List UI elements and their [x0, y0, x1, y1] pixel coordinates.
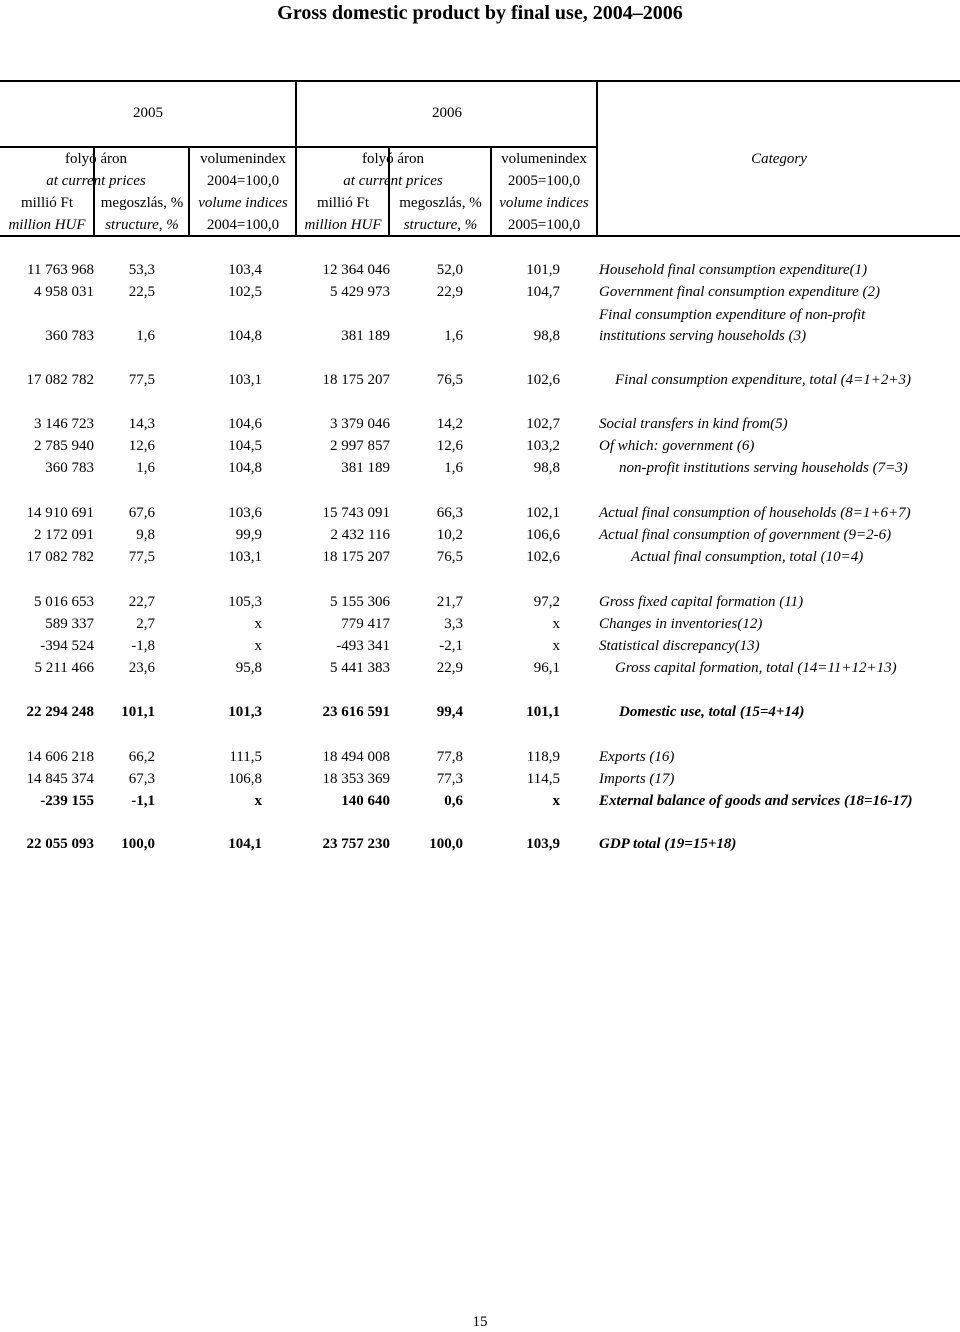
table-cell: 22,9 [436, 284, 463, 300]
year-row-divider [0, 146, 598, 148]
page-title: Gross domestic product by final use, 2004–2006 [277, 2, 683, 24]
table-cell: 1,6 [444, 328, 463, 344]
table-cell: 11 763 968 [27, 262, 94, 278]
table-cell: 95,8 [235, 660, 262, 676]
table-cell: 14,3 [128, 416, 155, 432]
table-cell: x [552, 638, 560, 654]
col4-unit-hu: millió Ft [316, 195, 370, 211]
table-cell: -239 155 [40, 793, 94, 809]
table-cell: 104,7 [526, 284, 560, 300]
col6-header-en: volume indices [499, 195, 589, 211]
table-cell: 589 337 [45, 616, 94, 632]
table-cell: 1,6 [444, 460, 463, 476]
year-2005-header: 2005 [133, 105, 163, 121]
table-cell: 52,0 [436, 262, 463, 278]
table-cell: 53,3 [128, 262, 155, 278]
table-cell: 18 175 207 [322, 372, 390, 388]
table-cell: 2 432 116 [330, 527, 390, 543]
table-cell: -493 341 [336, 638, 390, 654]
col3-header-hu: volumenindex [200, 151, 286, 167]
table-cell: 22,7 [128, 594, 155, 610]
table-cell: 0,6 [444, 793, 463, 809]
table-cell: 101,9 [526, 262, 560, 278]
col1-header-en: at current prices [46, 173, 146, 189]
category-label: Actual final consumption of households (8=1+6+7) [599, 505, 911, 521]
table-cell: 102,5 [228, 284, 262, 300]
table-cell: 14,2 [436, 416, 463, 432]
table-cell: 17 082 782 [26, 372, 94, 388]
table-cell: 23 757 230 [322, 836, 390, 852]
table-cell: 3,3 [444, 616, 463, 632]
table-cell: 360 783 [45, 460, 94, 476]
table-cell: 104,6 [228, 416, 262, 432]
table-cell: 114,5 [526, 771, 560, 787]
table-cell: 100,0 [429, 836, 463, 852]
table-cell: 5 429 973 [330, 284, 390, 300]
table-cell: 103,9 [526, 836, 560, 852]
col3-base-hu: 2004=100,0 [206, 173, 280, 189]
col2-header-en: structure, % [105, 217, 179, 233]
table-cell: 104,1 [228, 836, 262, 852]
table-cell: 15 743 091 [322, 505, 390, 521]
table-cell: 2 997 857 [330, 438, 390, 454]
table-cell: 1,6 [136, 460, 155, 476]
table-cell: 18 494 008 [322, 749, 390, 765]
table-cell: 1,6 [136, 328, 155, 344]
category-label: Social transfers in kind from(5) [599, 416, 788, 432]
category-label: Statistical discrepancy(13) [599, 638, 760, 654]
table-cell: 100,0 [121, 836, 155, 852]
table-cell: x [254, 638, 262, 654]
table-cell: 101,1 [526, 704, 560, 720]
category-label: Changes in inventories(12) [599, 616, 763, 632]
category-label: Actual final consumption, total (10=4) [631, 549, 864, 565]
table-cell: 77,3 [436, 771, 463, 787]
year-2006-header: 2006 [432, 105, 462, 121]
table-cell: 22,5 [128, 284, 155, 300]
table-cell: -2,1 [439, 638, 463, 654]
table-cell: 76,5 [436, 372, 463, 388]
category-label-line2: institutions serving households (3) [599, 328, 807, 344]
table-cell: 102,6 [526, 372, 560, 388]
category-label: Government final consumption expenditure (2) [599, 284, 881, 300]
col3-header-en: volume indices [198, 195, 288, 211]
table-cell: 77,5 [128, 372, 155, 388]
col6-header-hu: volumenindex [501, 151, 587, 167]
table-cell: 14 910 691 [26, 505, 94, 521]
table-cell: 77,8 [436, 749, 463, 765]
table-cell: 102,6 [526, 549, 560, 565]
table-cell: 3 146 723 [34, 416, 94, 432]
table-cell: 23,6 [128, 660, 155, 676]
table-cell: 5 441 383 [330, 660, 390, 676]
table-cell: 14 845 374 [26, 771, 94, 787]
col1-unit-hu: millió Ft [20, 195, 74, 211]
table-cell: 12 364 046 [322, 262, 390, 278]
table-cell: 97,2 [533, 594, 560, 610]
category-label: Household final consumption expenditure(1) [599, 262, 868, 278]
category-label: Gross fixed capital formation (11) [599, 594, 804, 610]
table-cell: 14 606 218 [26, 749, 94, 765]
category-header: Category [751, 151, 807, 167]
table-cell: 96,1 [533, 660, 560, 676]
col5-header-hu: megoszlás, % [399, 195, 482, 211]
table-cell: 17 082 782 [26, 549, 94, 565]
table-cell: 67,3 [128, 771, 155, 787]
table-cell: 76,5 [436, 549, 463, 565]
category-label: Final consumption expenditure of non-profit [599, 307, 866, 323]
table-cell: 103,6 [228, 505, 262, 521]
table-cell: 12,6 [128, 438, 155, 454]
table-cell: 2,7 [136, 616, 155, 632]
table-cell: 23 616 591 [322, 704, 390, 720]
table-top-border [0, 80, 960, 82]
category-label: Actual final consumption of government (9=2-6) [599, 527, 892, 543]
category-label: Gross capital formation, total (14=11+12+13) [615, 660, 897, 676]
col2-header-hu: megoszlás, % [100, 195, 184, 211]
category-label: Exports (16) [599, 749, 675, 765]
col3-base-en: 2004=100,0 [206, 217, 280, 233]
table-cell: 4 958 031 [34, 284, 94, 300]
table-cell: 22 294 248 [26, 704, 94, 720]
table-cell: 18 353 369 [322, 771, 390, 787]
table-cell: 102,7 [526, 416, 560, 432]
table-cell: 12,6 [436, 438, 463, 454]
table-cell: 98,8 [533, 460, 560, 476]
table-cell: 5 155 306 [330, 594, 390, 610]
table-cell: 381 189 [341, 460, 390, 476]
table-cell: 103,1 [228, 372, 262, 388]
table-cell: 5 016 653 [34, 594, 94, 610]
table-cell: 22 055 093 [26, 836, 94, 852]
table-cell: 104,5 [228, 438, 262, 454]
table-cell: 104,8 [228, 328, 262, 344]
table-cell: 101,3 [228, 704, 262, 720]
table-cell: 5 211 466 [34, 660, 94, 676]
col6-base-hu: 2005=100,0 [507, 173, 581, 189]
table-cell: 18 175 207 [322, 549, 390, 565]
table-cell: 105,3 [228, 594, 262, 610]
table-cell: -1,1 [131, 793, 155, 809]
table-cell: 381 189 [341, 328, 390, 344]
header-bottom-border [0, 235, 960, 237]
table-cell: -394 524 [40, 638, 94, 654]
category-label: External balance of goods and services (18=16-17) [599, 793, 913, 809]
col4-header-en: at current prices [343, 173, 443, 189]
table-cell: 98,8 [533, 328, 560, 344]
table-cell: 104,8 [228, 460, 262, 476]
table-cell: 106,8 [228, 771, 262, 787]
table-cell: 103,1 [228, 549, 262, 565]
table-cell: 3 379 046 [330, 416, 390, 432]
table-cell: 779 417 [341, 616, 390, 632]
table-cell: 2 785 940 [34, 438, 94, 454]
category-label: GDP total (19=15+18) [599, 836, 737, 852]
table-cell: 140 640 [341, 793, 390, 809]
table-cell: 67,6 [128, 505, 155, 521]
category-label: Domestic use, total (15=4+14) [619, 704, 805, 720]
col1-header-hu: folyó áron [64, 151, 128, 167]
table-cell: 102,1 [526, 505, 560, 521]
table-cell: x [254, 616, 262, 632]
table-cell: 99,9 [235, 527, 262, 543]
table-cell: 10,2 [436, 527, 463, 543]
table-cell: 22,9 [436, 660, 463, 676]
col4-header-hu: folyó áron [361, 151, 425, 167]
table-cell: 9,8 [136, 527, 155, 543]
table-cell: x [254, 793, 262, 809]
category-label: non-profit institutions serving households (7=3) [619, 460, 908, 476]
col4-unit-en: million HUF [304, 217, 382, 233]
table-cell: 106,6 [526, 527, 560, 543]
table-cell: 77,5 [128, 549, 155, 565]
table-cell: x [552, 793, 560, 809]
table-cell: 360 783 [45, 328, 94, 344]
table-cell: 99,4 [436, 704, 463, 720]
category-label: Final consumption expenditure, total (4=1+2+3) [615, 372, 912, 388]
category-label: Imports (17) [599, 771, 675, 787]
table-cell: x [552, 616, 560, 632]
table-cell: 118,9 [526, 749, 560, 765]
col6-base-en: 2005=100,0 [507, 217, 581, 233]
category-label: Of which: government (6) [599, 438, 755, 454]
table-cell: 101,1 [121, 704, 155, 720]
table-cell: -1,8 [131, 638, 155, 654]
col5-header-en: structure, % [403, 217, 478, 233]
table-cell: 21,7 [436, 594, 463, 610]
table-cell: 103,4 [228, 262, 262, 278]
table-cell: 111,5 [229, 749, 262, 765]
table-cell: 66,3 [436, 505, 463, 521]
col1-unit-en: million HUF [8, 217, 86, 233]
page-number: 15 [472, 1314, 488, 1330]
table-cell: 66,2 [128, 749, 155, 765]
table-cell: 103,2 [526, 438, 560, 454]
table-cell: 2 172 091 [34, 527, 94, 543]
